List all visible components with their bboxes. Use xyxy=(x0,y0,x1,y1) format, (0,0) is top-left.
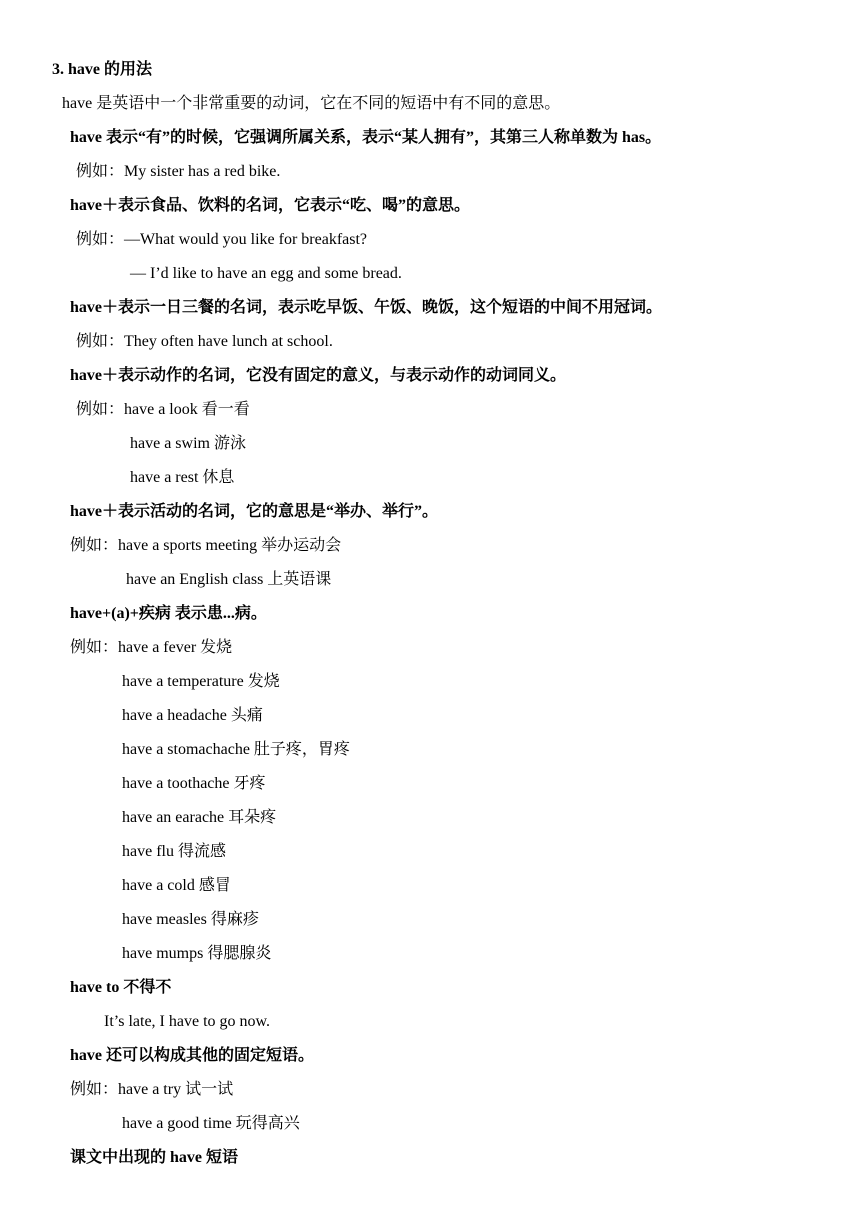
example-line: 例如：have a try 试一试 xyxy=(70,1081,234,1098)
rule-have-to: have to 不得不 xyxy=(70,979,172,996)
rule-have-food: have＋表示食品、饮料的名词，它表示“吃、喝”的意思。 xyxy=(70,197,471,214)
example-line: have an English class 上英语课 xyxy=(126,571,332,588)
example-line: 例如：They often have lunch at school. xyxy=(76,333,333,350)
example-line: 例如：have a look 看一看 xyxy=(76,401,250,418)
rule-have-illness: have+(a)+疾病 表示患...病。 xyxy=(70,605,267,622)
example-line: have a good time 玩得高兴 xyxy=(122,1115,300,1132)
example-line: have a stomachache 肚子疼，胃疼 xyxy=(122,741,350,758)
rule-have-fixed-phrases: have 还可以构成其他的固定短语。 xyxy=(70,1047,315,1064)
example-line: have a temperature 发烧 xyxy=(122,673,280,690)
example-line: 例如：have a sports meeting 举办运动会 xyxy=(70,537,342,554)
rule-have-meals: have＋表示一日三餐的名词，表示吃早饭、午饭、晚饭，这个短语的中间不用冠词。 xyxy=(70,299,663,316)
section-heading: 3. have 的用法 xyxy=(52,61,153,78)
example-line: 例如：—What would you like for breakfast? xyxy=(76,231,368,248)
rule-have-action: have＋表示动作的名词，它没有固定的意义，与表示动作的动词同义。 xyxy=(70,367,567,384)
example-line: It’s late, I have to go now. xyxy=(104,1013,271,1030)
example-line: 例如：My sister has a red bike. xyxy=(76,163,281,180)
example-line: have measles 得麻疹 xyxy=(122,911,259,928)
example-line: have an earache 耳朵疼 xyxy=(122,809,277,826)
example-line: have flu 得流感 xyxy=(122,843,226,860)
example-line: have a swim 游泳 xyxy=(130,435,246,452)
example-line: 例如：have a fever 发烧 xyxy=(70,639,233,656)
section-subheading: 课文中出现的 have 短语 xyxy=(70,1149,239,1166)
intro-paragraph: have 是英语中一个非常重要的动词，它在不同的短语中有不同的意思。 xyxy=(62,95,561,112)
example-line: have a cold 感冒 xyxy=(122,877,231,894)
example-line: have a toothache 牙疼 xyxy=(122,775,266,792)
example-line: have a headache 头痛 xyxy=(122,707,263,724)
example-line: have a rest 休息 xyxy=(130,469,235,486)
rule-have-activity: have＋表示活动的名词，它的意思是“举办、举行”。 xyxy=(70,503,439,520)
example-line: — I’d like to have an egg and some bread. xyxy=(130,265,402,282)
rule-have-possession: have 表示“有”的时候，它强调所属关系，表示“某人拥有”，其第三人称单数为 has。 xyxy=(70,129,662,146)
example-line: have mumps 得腮腺炎 xyxy=(122,945,272,962)
